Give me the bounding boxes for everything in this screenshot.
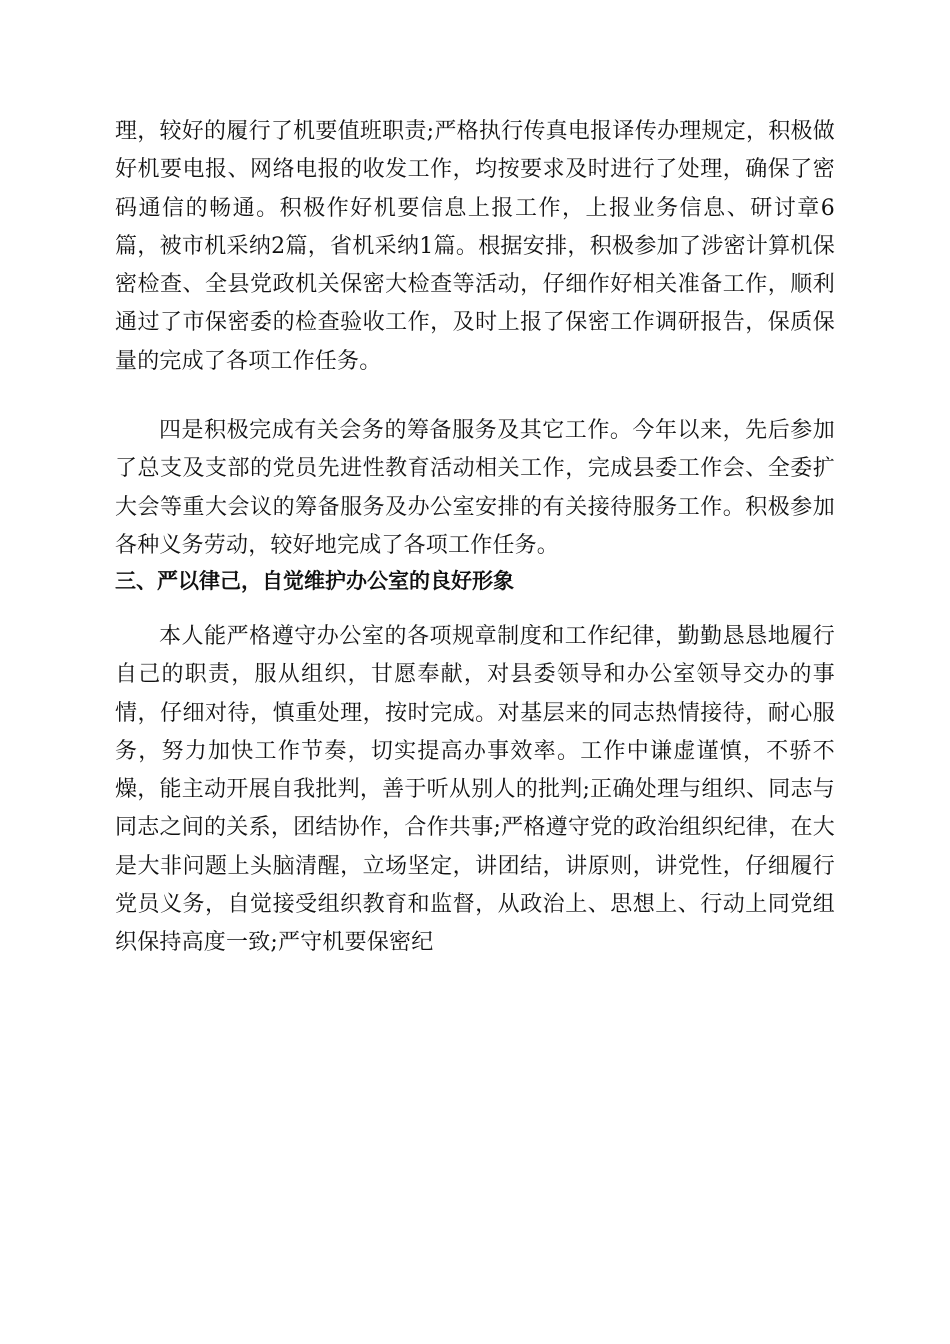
paragraph-self-discipline: 本人能严格遵守办公室的各项规章制度和工作纪律，勤勤恳恳地履行自己的职责，服从组织，甘愿奉献，对县委领导和办公室领导交办的事情，仔细对待，慎重处理，按时完成。对基层来的同志热情接待，耐心服务，努力加快工作节奏，切实提高办事效率。工作中谦虚谨慎，不骄不燥，能主动开展自我批判，善于听从别人的批判;正确处理与组织、同志与同志之间的关系，团结协作，合作共事;严格遵守党的政治组织纪律，在大是大非问题上头脑清醒，立场坚定，讲团结，讲原则，讲党性，仔细履行党员义务，自觉接受组织教育和监督，从政治上、思想上、行动上同党组织保持高度一致;严守机要保密纪 [115,624,835,956]
paragraph-confidential-work: 理，较好的履行了机要值班职责;严格执行传真电报译传办理规定，积极做好机要电报、网络电报的收发工作，均按要求及时进行了处理，确保了密码通信的畅通。积极作好机要信息上报工作，上报业务信息、研讨章6篇，被市机采纳2篇，省机采纳1篇。根据安排，积极参加了涉密计算机保密检查、全县党政机关保密大检查等活动，仔细作好相关准备工作，顺利通过了市保密委的检查验收工作，及时上报了保密工作调研报告，保质保量的完成了各项工作任务。 [115,119,835,374]
paragraph-meeting-services: 四是积极完成有关会务的筹备服务及其它工作。今年以来，先后参加了总支及支部的党员先进性教育活动相关工作，完成县委工作会、全委扩大会等重大会议的筹备服务及办公室安排的有关接待服务工作。积极参加各种义务劳动，较好地完成了各项工作任务。 [115,418,835,558]
section-heading: 三、严以律己，自觉维护办公室的良好形象 [115,569,514,593]
